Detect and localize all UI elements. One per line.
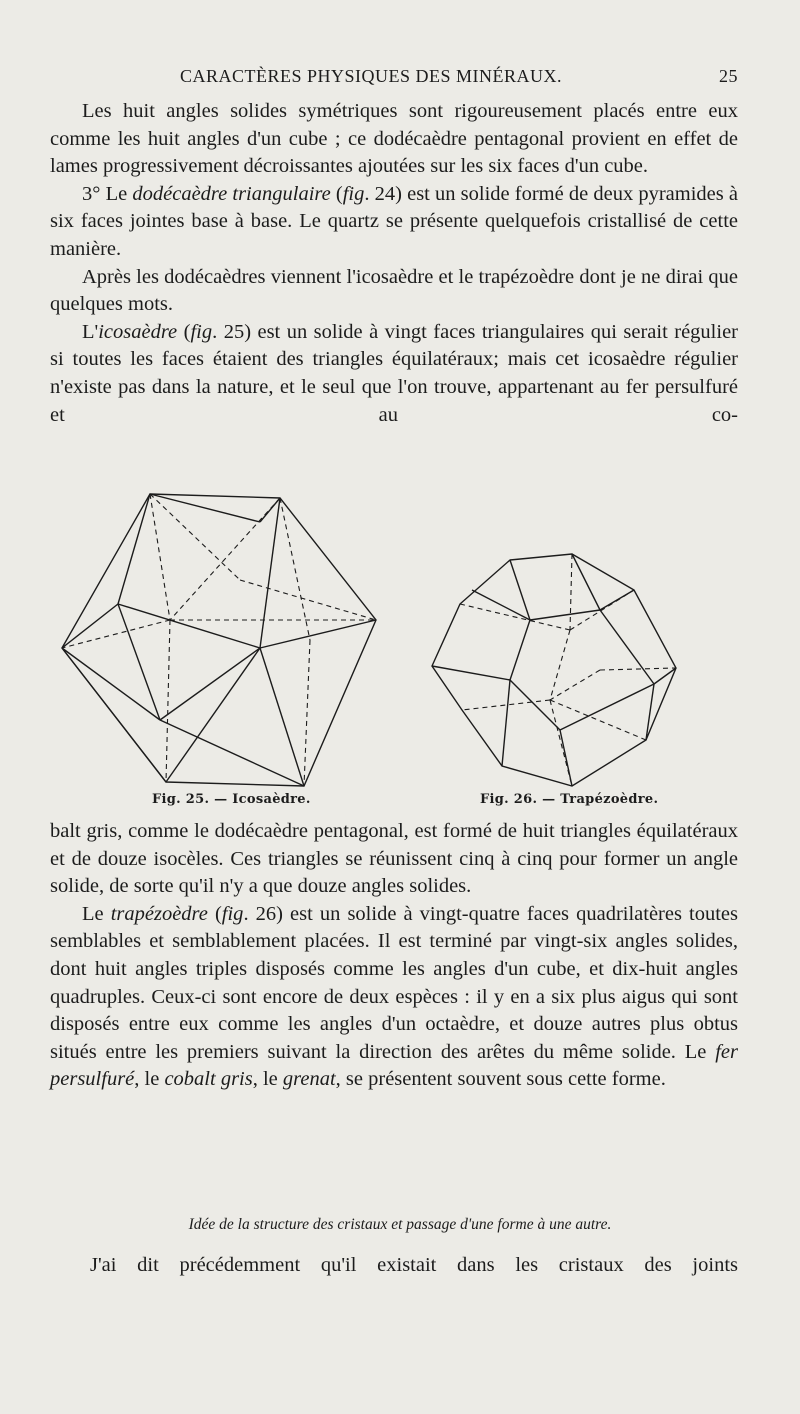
running-header (50, 60, 738, 90)
figure-caption-26: Fig. 26. — Trapézoèdre. (480, 792, 659, 807)
paragraph: Les huit angles solides symétriques sont rigoureusement placés entre eux comme les huit angles d'un cube ; ce dodécaèdre pentagonal provient en effet de lames progressivement décroissantes ajoutées sur les six faces d'un cube. (50, 100, 738, 178)
crystal-figures (40, 470, 740, 810)
text-block-top (50, 98, 738, 429)
final-line: J'ai dit précédemment qu'il existait dans les cristaux des joints (90, 1254, 738, 1276)
paragraph: balt gris, comme le dodécaèdre pentagonal, est formé de huit triangles équilatéraux et de douze isocèles. Ces triangles se réunissent cinq à cinq pour former un angle solide, de sorte qu'il n'y a que douze angles solides. (50, 820, 738, 898)
icosahedron-figure (62, 494, 376, 786)
figures-area (40, 470, 740, 810)
paragraph: Après les dodécaèdres viennent l'icosaèdre et le trapézoèdre dont je ne dirai que quelques mots. (50, 265, 738, 316)
section-title: Idée de la structure des cristaux et passage d'une forme à une autre. (188, 1216, 612, 1233)
paragraph: 3° Le dodécaèdre triangulaire (fig. 24) est un solide formé de deux pyramides à six faces jointes base à base. Le quartz se présente quelquefois cristallisé de cette manière. (50, 182, 738, 260)
running-title: CARACTÈRES PHYSIQUES DES MINÉRAUX. (180, 66, 563, 86)
paragraph: Le trapézoèdre (fig. 26) est un solide à vingt-quatre faces quadrilatères toutes semblables et semblablement placées. Il est terminé par vingt-six angles solides, dont huit angles triples disposés comme les angles d'un cube, et dix-huit angles quadruples. Ceux-ci sont encore de deux espèces : il y en a six plus aigus qui sont disposés entre eux comme les angles d'un octaèdre, et douze autres plus obtus situés entre les premiers suivant la direction des arêtes du même solide. Le fer persulfuré, le cobalt gris, le grenat, se présentent souvent sous cette forme. (50, 902, 738, 1091)
page-number: 25 (719, 66, 738, 86)
trapezohedron-figure (432, 554, 676, 786)
text-block-bottom (50, 818, 738, 1094)
figure-caption-25: Fig. 25. — Icosaèdre. (152, 792, 311, 807)
paragraph: L'icosaèdre (fig. 25) est un solide à vingt faces triangulaires qui serait régulier si toutes les faces étaient des triangles équilatéraux; mais cet icosaèdre régulier n'existe pas dans la nature, et le seul que l'on trouve, appartenant au fer persulfuré et au co- (50, 320, 739, 426)
